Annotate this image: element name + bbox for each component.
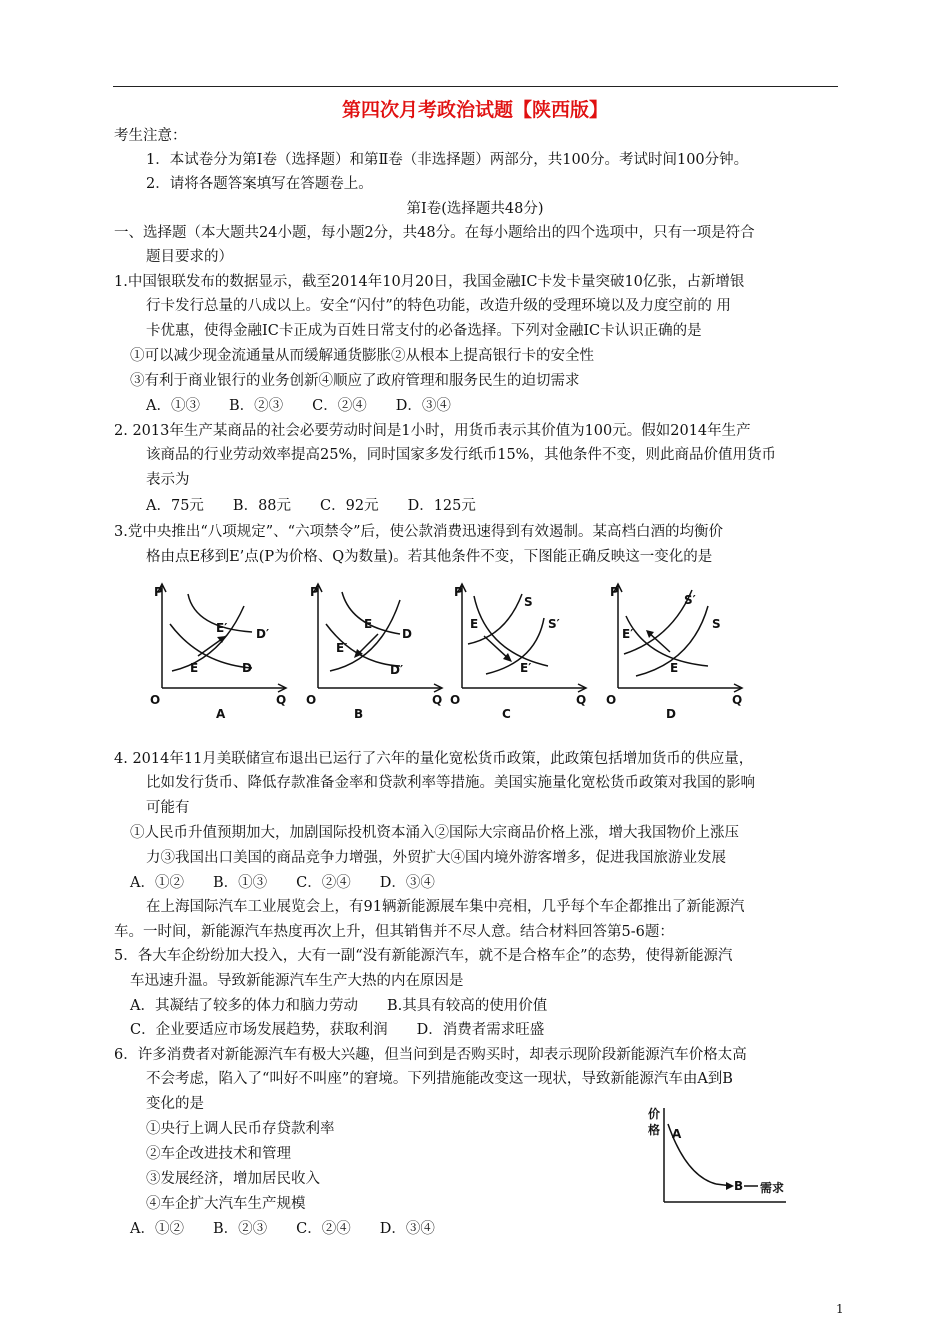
- part-title: 第Ⅰ卷(选择题共48分): [406, 201, 544, 217]
- x-label: 需求: [760, 1181, 785, 1195]
- label-o: O: [306, 693, 317, 707]
- graph-letter: C: [502, 707, 511, 721]
- q3-graph-b: [296, 576, 456, 726]
- label-q: Q: [576, 693, 587, 707]
- q6-stem-1: 6．许多消费者对新能源汽车有极大兴趣，但当问到是否购买时，却表示现阶段新能源汽车价格太高: [114, 1047, 747, 1063]
- page-title: 第四次月考政治试题【陕西版】: [341, 99, 608, 121]
- graph-letter: D: [666, 707, 676, 721]
- q2-options: A．75元 B．88元 C．92元 D．125元: [146, 498, 476, 514]
- label-e-prime: E′: [520, 661, 532, 675]
- graph-letter: B: [354, 707, 364, 721]
- q5-stem-1: 5．各大车企纷纷加大投入，大有一副“没有新能源汽车，就不是合格车企”的态势，使得新能源汽: [114, 948, 733, 964]
- q6-item-4: ④车企扩大汽车生产规模: [146, 1196, 306, 1212]
- page-number: 1: [836, 1302, 844, 1316]
- label-e-prime: E′: [336, 641, 348, 655]
- q2-stem-3: 表示为: [146, 472, 190, 488]
- q6-graph: [646, 1104, 796, 1209]
- label-s: S: [524, 595, 533, 609]
- q6-stem-2: 不会考虑，陷入了“叫好不叫座”的窘境。下列措施能改变这一现状，导致新能源汽车由A到B: [146, 1071, 733, 1087]
- label-q: Q: [732, 693, 743, 707]
- section-intro-2: 题目要求的）: [146, 249, 233, 265]
- q3-graph-c: [440, 576, 600, 726]
- q3-graph-d: [596, 576, 756, 726]
- q5-stem-2: 车迅速升温。导致新能源汽车生产大热的内在原因是: [130, 973, 464, 989]
- label-o: O: [450, 693, 461, 707]
- q1-stem-3: 卡优惠，使得金融IC卡正成为百姓日常支付的必备选择。下列对金融IC卡认识正确的是: [146, 323, 702, 339]
- label-e-prime: E′: [622, 627, 634, 641]
- top-rule: [113, 86, 838, 87]
- q6-item-1: ①央行上调人民币存贷款利率: [146, 1121, 335, 1137]
- label-s: S: [712, 617, 721, 631]
- q1-stem-2: 行卡发行总量的八成以上。安全“闪付”的特色功能，改造升级的受理环境以及力度空前的 用: [146, 298, 731, 314]
- q1-stem-1: 1.中国银联发布的数据显示，截至2014年10月20日，我国金融IC卡发卡量突破10亿张，占新增银: [114, 274, 745, 290]
- q5-option-1: A．其凝结了较多的体力和脑力劳动 B.其具有较高的使用价值: [130, 998, 548, 1014]
- q2-stem-2: 该商品的行业劳动效率提高25%，同时国家多发行纸币15%，其他条件不变，则此商品价值用货币: [146, 447, 776, 463]
- q1-options: A．①③ B．②③ C．②④ D．③④: [146, 398, 451, 414]
- material-2: 车。一时间，新能源汽车热度再次上升，但其销售并不尽人意。结合材料回答第5-6题：: [114, 924, 674, 940]
- y-label-2: 格: [648, 1123, 661, 1137]
- q2-stem-1: 2. 2013年生产某商品的社会必要劳动时间是1小时，用货币表示其价值为100元。假如2014年生产: [114, 423, 751, 439]
- label-e: E: [190, 661, 199, 675]
- label-p: P: [310, 585, 319, 599]
- q4-stem-1: 4. 2014年11月美联储宣布退出已运行了六年的量化宽松货币政策，此政策包括增加货币的供应量，: [114, 751, 754, 767]
- q1-item-2: ③有利于商业银行的业务创新④顺应了政府管理和服务民生的迫切需求: [130, 373, 580, 389]
- demand-curve: [626, 616, 708, 666]
- label-d-prime: D′: [390, 663, 404, 677]
- label-e: E: [470, 617, 479, 631]
- q6-options: A．①② B．②③ C．②④ D．③④: [130, 1221, 435, 1237]
- q6-item-3: ③发展经济，增加居民收入: [146, 1171, 320, 1187]
- label-e: E: [670, 661, 679, 675]
- section-intro-1: 一、选择题（本大题共24小题，每小题2分，共48分。在每小题给出的四个选项中，只有一项是符合: [114, 225, 755, 241]
- notice-heading: 考生注意：: [114, 128, 187, 144]
- label-d: D: [402, 627, 412, 641]
- label-s-prime: S′: [548, 617, 560, 631]
- q6-stem-3: 变化的是: [146, 1096, 204, 1112]
- q6-item-2: ②车企改进技术和管理: [146, 1146, 291, 1162]
- label-q: Q: [276, 693, 287, 707]
- move-arrowhead: [726, 1182, 734, 1190]
- q5-option-2: C．企业要适应市场发展趋势，获取利润 D．消费者需求旺盛: [130, 1022, 545, 1038]
- q3-stem-1: 3.党中央推出“八项规定”、“六项禁令”后，使公款消费迅速得到有效遏制。某高档白酒的均衡价: [114, 524, 723, 540]
- label-o: O: [606, 693, 617, 707]
- label-o: O: [150, 693, 161, 707]
- q4-stem-2: 比如发行货币、降低存款准备金率和贷款利率等措施。美国实施量化宽松货币政策对我国的影响: [146, 775, 755, 791]
- label-d-prime: D′: [256, 627, 270, 641]
- label-e-prime: E′: [216, 621, 228, 635]
- q1-item-1: ①可以减少现金流通量从而缓解通货膨胀②从根本上提高银行卡的安全性: [130, 348, 594, 364]
- demand-curve: [474, 596, 548, 666]
- label-p: P: [154, 585, 163, 599]
- notice-1: 1．本试卷分为第Ⅰ卷（选择题）和第Ⅱ卷（非选择题）两部分，共100分。考试时间100分钟。: [146, 152, 749, 168]
- supply-curve-s-prime: [624, 590, 692, 654]
- material-1: 在上海国际汽车工业展览会上，有91辆新能源展车集中亮相，几乎每个车企都推出了新能源汽: [146, 899, 745, 915]
- q3-graph-a: [140, 576, 300, 726]
- supply-curve: [330, 600, 400, 671]
- q4-stem-3: 可能有: [146, 800, 190, 816]
- q4-item-2: 力③我国出口美国的商品竞争力增强，外贸扩大④国内境外游客增多，促进我国旅游业发展: [146, 850, 726, 866]
- graph-letter: A: [216, 707, 226, 721]
- q4-options: A．①② B．①③ C．②④ D．③④: [130, 875, 435, 891]
- q4-item-1: ①人民币升值预期加大，加剧国际投机资本涌入②国际大宗商品价格上涨，增大我国物价上涨压: [130, 825, 739, 841]
- point-a: A: [672, 1127, 682, 1141]
- label-e: E: [364, 617, 373, 631]
- y-label-1: 价: [648, 1107, 661, 1121]
- point-b: B: [734, 1179, 744, 1193]
- label-s-prime: S′: [684, 593, 696, 607]
- label-p: P: [610, 585, 619, 599]
- notice-2: 2．请将各题答案填写在答题卷上。: [146, 176, 373, 192]
- label-d: D: [242, 661, 252, 675]
- label-q: Q: [432, 693, 443, 707]
- q3-stem-2: 格由点E移到E’点(P为价格、Q为数量)。若其他条件不变，下图能正确反映这一变化的是: [146, 549, 713, 565]
- label-p: P: [454, 585, 463, 599]
